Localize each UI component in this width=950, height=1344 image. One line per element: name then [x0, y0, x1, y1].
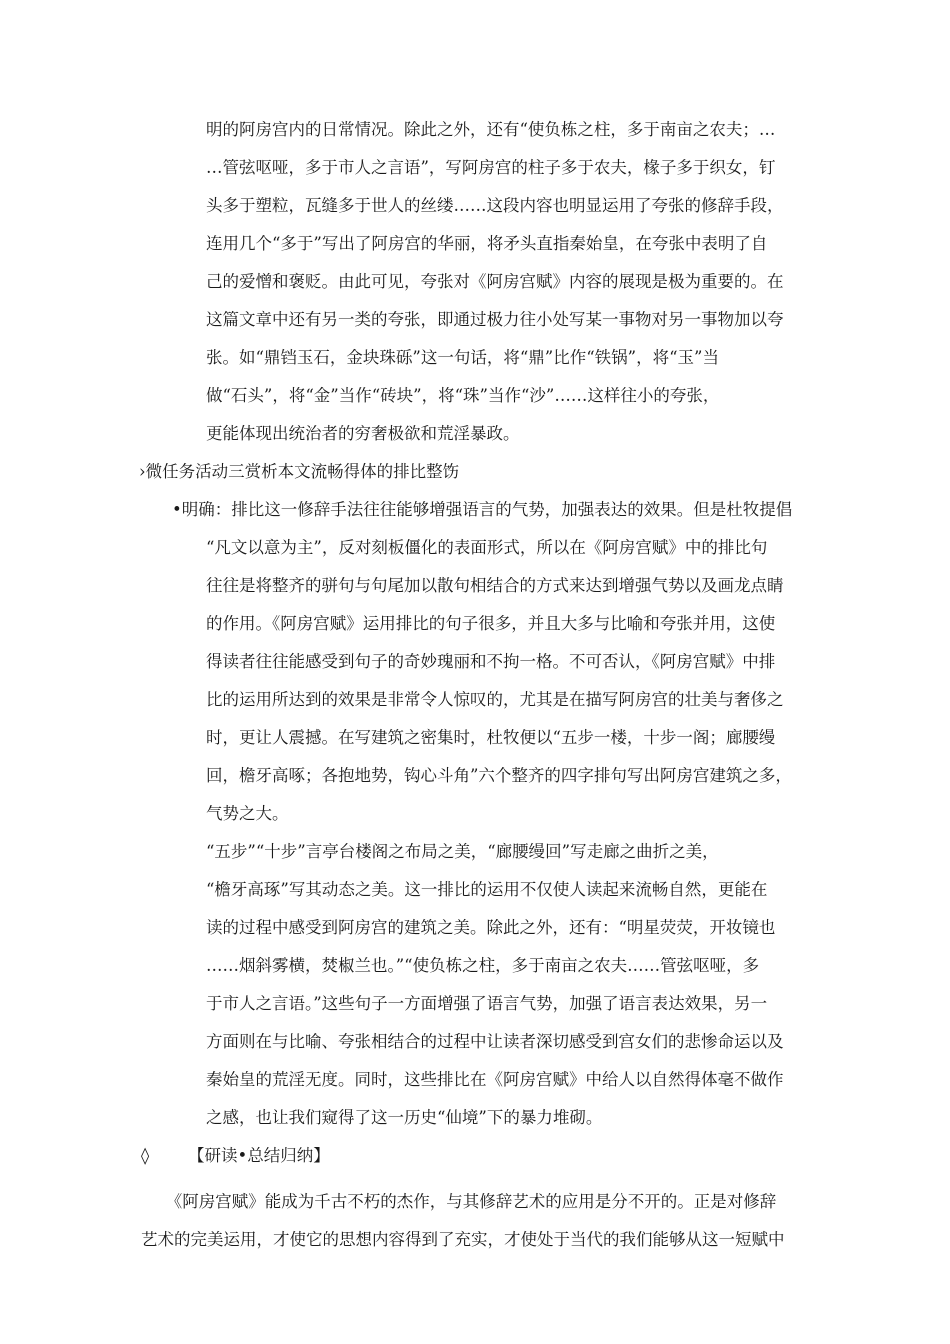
paragraph-line: ……烟斜雾横，焚椒兰也。”“使负栋之柱，多于南亩之农夫……管弦呕哑，多 [206, 956, 760, 975]
paragraph-line: 回，檐牙高啄；各抱地势，钩心斗角”六个整齐的四字排句写出阿房宫建筑之多， [206, 766, 792, 785]
paragraph-line: “檐牙高琢”写其动态之美。这一排比的运用不仅使人读起来流畅自然，更能在 [206, 880, 768, 899]
paragraph-line: 得读者往往能感受到句子的奇妙瑰丽和不拘一格。不可否认，《阿房宫赋》中排 [206, 652, 776, 671]
paragraph-line: 于市人之言语。”这些句子一方面增强了语言气势，加强了语言表达效果，另一 [206, 994, 768, 1013]
paragraph-line: 的作用。《阿房宫赋》运用排比的句子很多，并且大多与比喻和夸张并用，这使 [206, 614, 776, 633]
paragraph-line: 张。如“鼎铛玉石，金块珠砾”这一句话，将“鼎”比作“铁锅”，将“玉”当 [206, 348, 719, 367]
paragraph-line: 方面则在与比喻、夸张相结合的过程中让读者深切感受到宫女们的悲惨命运以及 [206, 1032, 784, 1051]
paragraph-line: 气势之大。 [206, 804, 289, 823]
paragraph-line: 己的爱憎和褒贬。由此可见，夸张对《阿房宫赋》内容的展现是极为重要的。在 [206, 272, 784, 291]
paragraph-line: 头多于塑粒，瓦缝多于世人的丝缕……这段内容也明显运用了夸张的修辞手段， [206, 196, 784, 215]
paragraph-line: 明的阿房宫内的日常情况。除此之外，还有“使负栋之柱，多于南亩之农夫；… [206, 120, 776, 139]
diamond-bullet-icon: ◊ [141, 1146, 150, 1165]
paragraph-line: “凡文以意为主”，反对刻板僵化的表面形式，所以在《阿房宫赋》中的排比句 [206, 538, 768, 557]
bullet-paragraph-line: •明确：排比这一修辞手法往往能够增强语言的气势，加强表达的效果。但是杜牧提倡 [172, 500, 793, 519]
paragraph-line: “五步”“十步”言亭台楼阁之布局之美，“廊腰缦回”写走廊之曲折之美， [206, 842, 719, 861]
paragraph-line: 读的过程中感受到阿房宫的建筑之美。除此之外，还有：“明星荧荧，开妆镜也 [206, 918, 776, 937]
task-heading: ›微任务活动三赏析本文流畅得体的排比整饬 [139, 462, 460, 481]
paragraph-line: 艺术的完美运用，才使它的思想内容得到了充实，才使处于当代的我们能够从这一短赋中 [141, 1230, 785, 1249]
paragraph-line: 比的运用所达到的效果是非常令人惊叹的，尤其是在描写阿房宫的壮美与奢侈之 [206, 690, 784, 709]
paragraph-line: 连用几个“多于”写出了阿房宫的华丽，将矛头直指秦始皇，在夸张中表明了自 [206, 234, 768, 253]
paragraph-line: 《阿房宫赋》能成为千古不朽的杰作，与其修辞艺术的应用是分不开的。正是对修辞 [141, 1192, 777, 1211]
paragraph-line: 时，更让人震撼。在写建筑之密集时，杜牧便以“五步一楼，十步一阁；廊腰缦 [206, 728, 776, 747]
section-title: 【研读•总结归纳】 [188, 1146, 330, 1165]
paragraph-line: 更能体现出统治者的穷奢极欲和荒淫暴政。 [206, 424, 520, 443]
paragraph-line: 这篇文章中还有另一类的夸张，即通过极力往小处写某一事物对另一事物加以夸 [206, 310, 784, 329]
paragraph-line: 往往是将整齐的骈句与句尾加以散句相结合的方式来达到增强气势以及画龙点睛 [206, 576, 784, 595]
paragraph-line: 秦始皇的荒淫无度。同时，这些排比在《阿房宫赋》中给人以自然得体毫不做作 [206, 1070, 784, 1089]
paragraph-line: 做“石头”，将“金”当作“砖块”，将“珠”当作“沙”……这样往小的夸张， [206, 386, 720, 405]
paragraph-line: …管弦呕哑，多于市人之言语”，写阿房宫的柱子多于农夫，椽子多于织女，钉 [206, 158, 776, 177]
paragraph-line: 之感，也让我们窥得了这一历史“仙境”下的暴力堆砌。 [206, 1108, 603, 1127]
